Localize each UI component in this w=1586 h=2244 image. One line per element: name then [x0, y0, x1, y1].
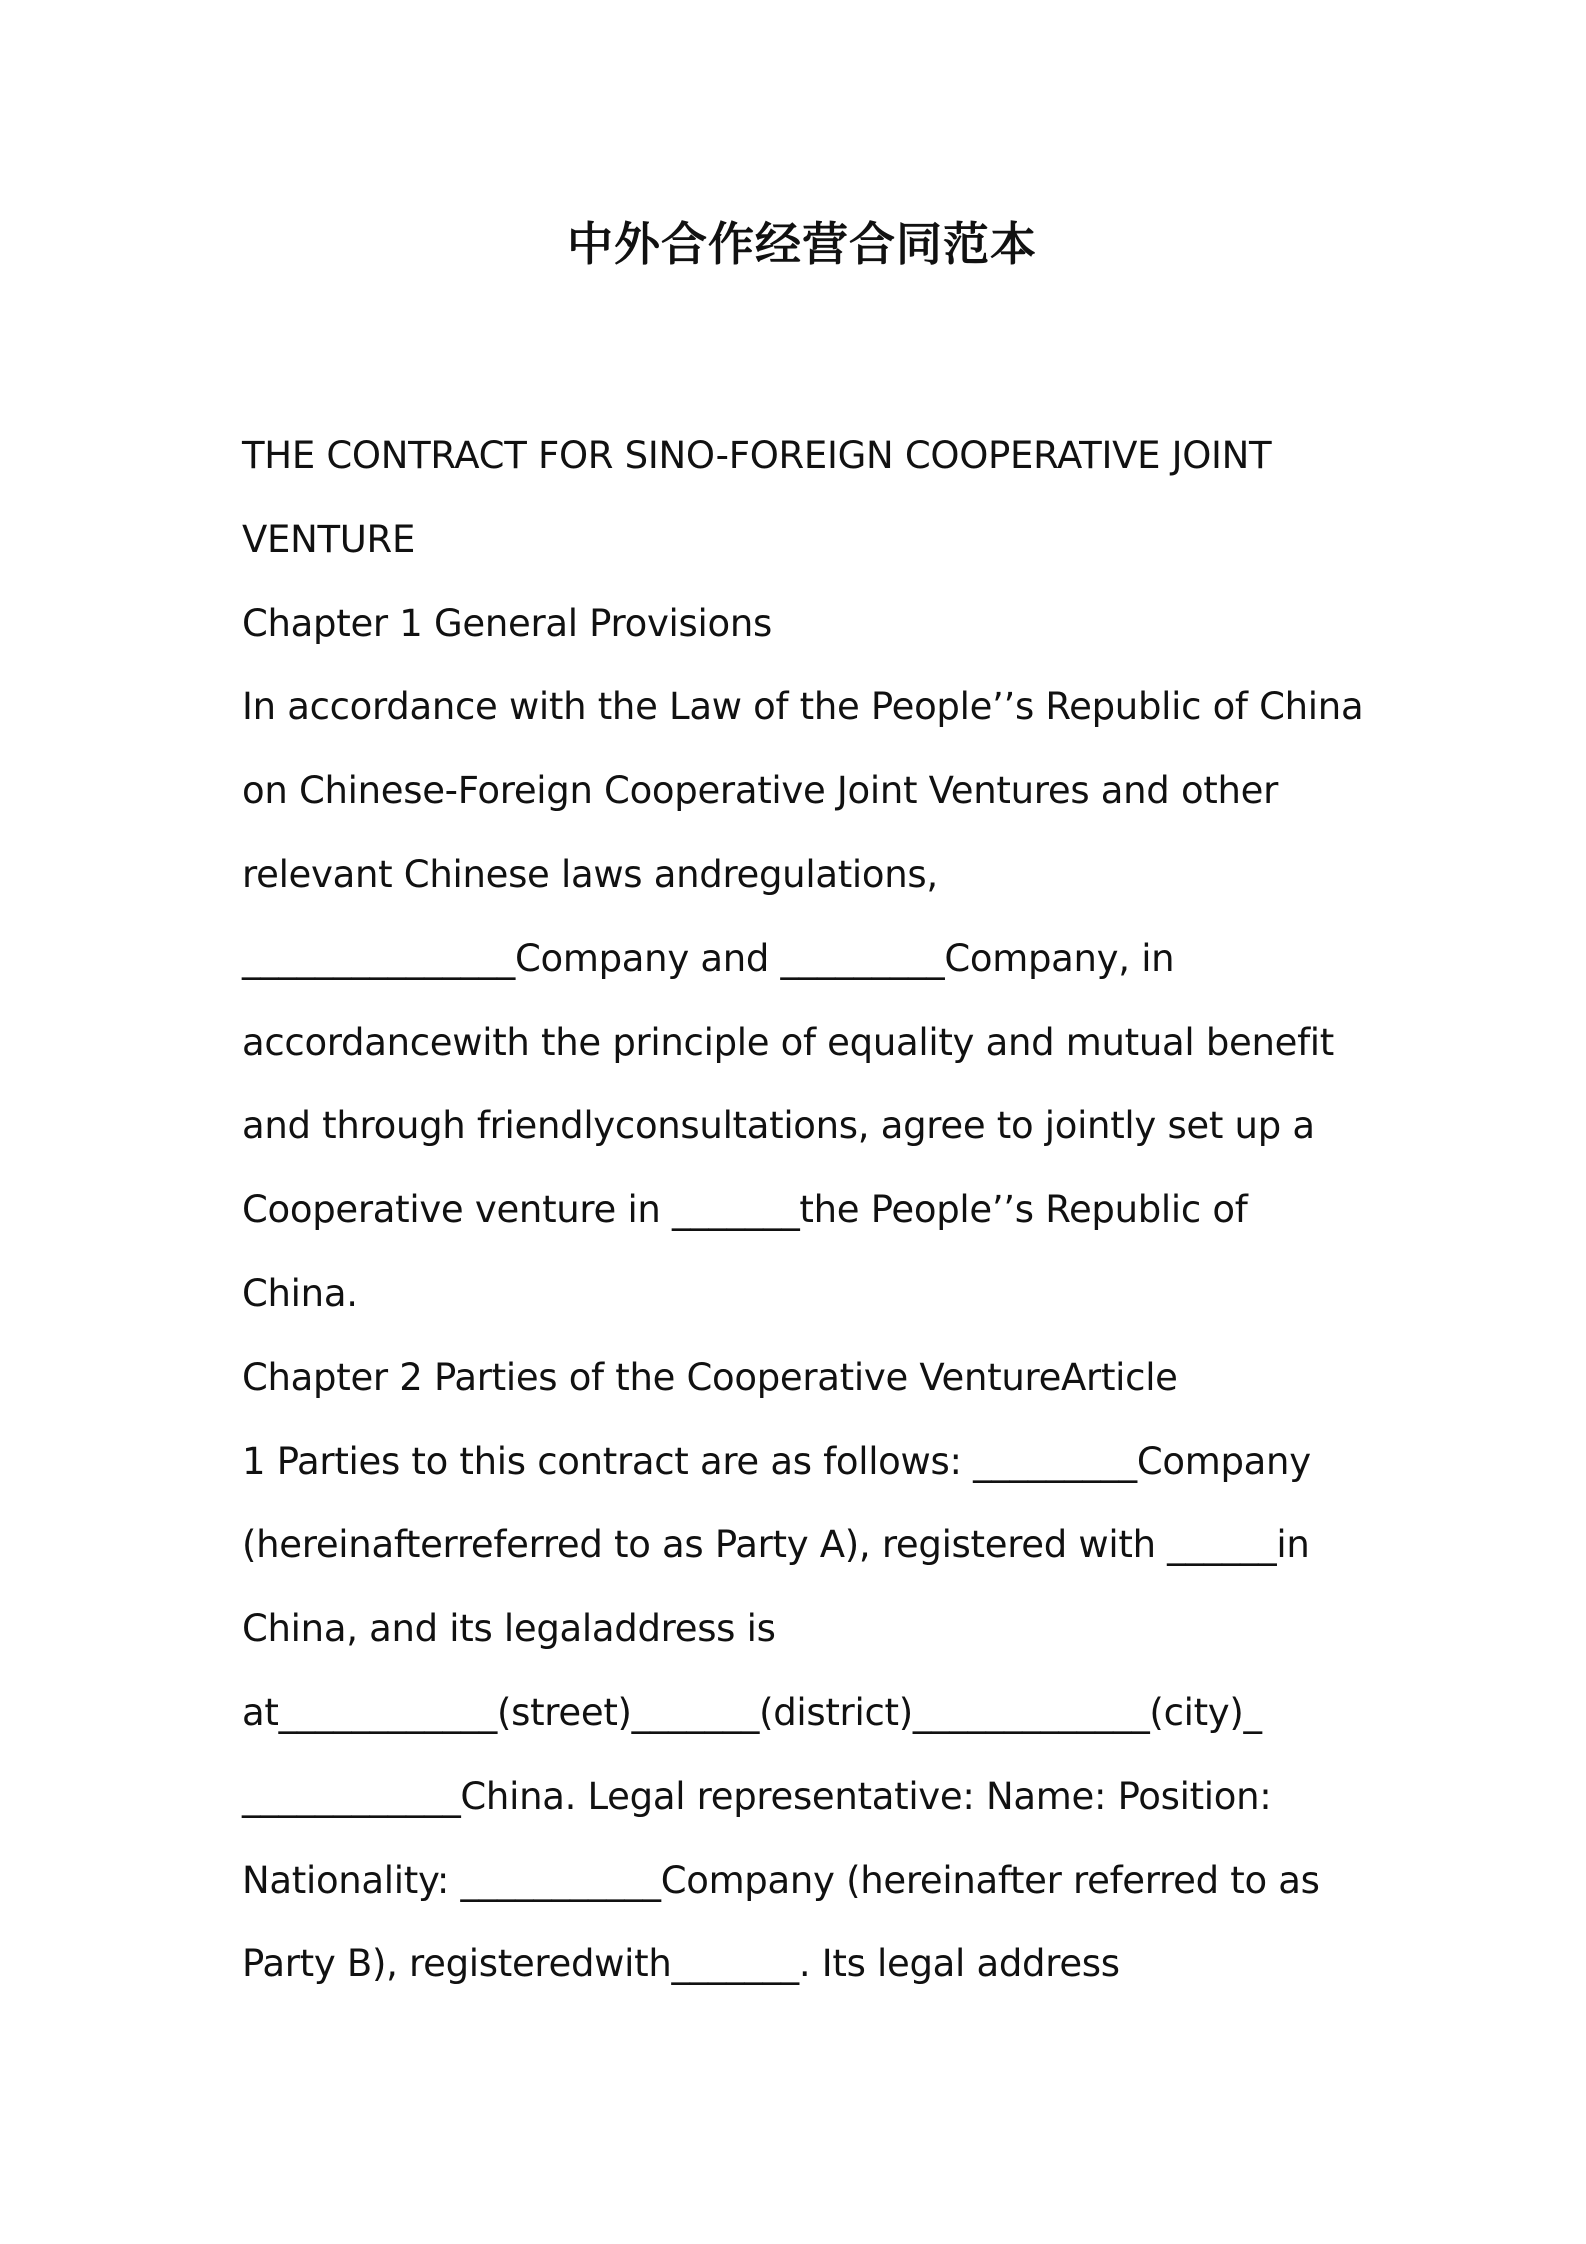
chapter-heading: Chapter 2 Parties of the Cooperative VentureArticle: [242, 1355, 1178, 1399]
body-line: China, and its legaladdress is: [242, 1607, 776, 1651]
body-line: accordancewith the principle of equality and mutual benefit: [242, 1020, 1334, 1064]
body-line: China.: [242, 1271, 358, 1315]
body-line: Nationality: ___________Company (hereinafter referred to as: [242, 1858, 1320, 1902]
chapter-heading: Chapter 1 General Provisions: [242, 601, 772, 645]
body-line: THE CONTRACT FOR SINO-FOREIGN COOPERATIVE JOINT: [242, 434, 1272, 477]
body-line: relevant Chinese laws andregulations,: [242, 852, 938, 896]
body-line: ____________China. Legal representative: Name: Position:: [242, 1774, 1272, 1818]
body-line: _______________Company and _________Company, in: [242, 936, 1175, 980]
body-line: on Chinese-Foreign Cooperative Joint Ventures and other: [242, 769, 1279, 813]
document-title: 中外合作经营合同范本: [567, 217, 1037, 271]
body-line: 1 Parties to this contract are as follows: _________Company: [242, 1439, 1311, 1483]
body-line: and through friendlyconsultations, agree to jointly set up a: [242, 1104, 1315, 1148]
body-line: VENTURE: [242, 517, 416, 561]
body-line: Party B), registeredwith_______. Its legal address: [242, 1942, 1120, 1986]
body-line: at____________(street)_______(district)_____________(city)_: [242, 1690, 1262, 1734]
body-line: Cooperative venture in _______the People’’s Republic of: [242, 1188, 1248, 1232]
body-line: In accordance with the Law of the People’’s Republic of China: [242, 685, 1364, 729]
body-line: (hereinafterreferred to as Party A), registered with ______in: [242, 1523, 1310, 1567]
document-body: [242, 414, 1372, 2006]
